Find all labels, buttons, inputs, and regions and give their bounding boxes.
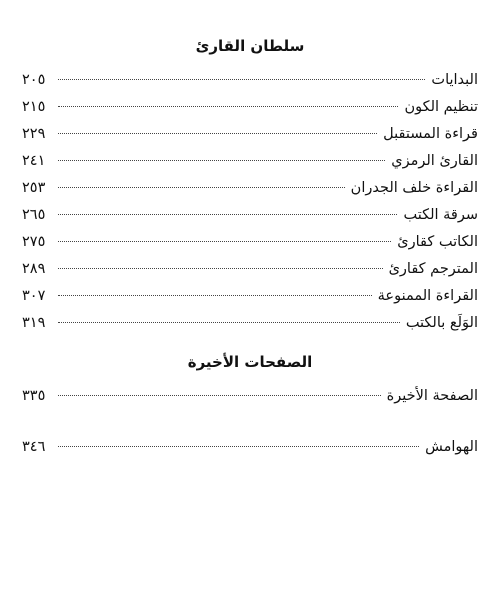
- toc-entry-ordering-the-universe: [22, 97, 478, 117]
- dot-leader: [58, 106, 398, 107]
- toc-entry-page-number: ٣١٩: [22, 315, 46, 331]
- toc-entry-reading-within-walls: [22, 178, 478, 198]
- dot-leader: [58, 133, 377, 134]
- toc-entry-symbolic-reader: [22, 151, 478, 171]
- section-title-sultan-al-qari: سلطان القارئ: [195, 37, 305, 55]
- toc-entry-label: قراءة المستقبل: [383, 126, 478, 142]
- toc-entry-page-number: ٣٣٥: [22, 388, 46, 404]
- toc-entry-label: المترجم كقارئ: [388, 261, 478, 277]
- toc-entry-label: الصفحة الأخيرة: [386, 388, 478, 404]
- toc-entry-author-as-reader: [22, 232, 478, 252]
- dot-leader: [58, 241, 391, 242]
- toc-entry-forbidden-reading: [22, 286, 478, 306]
- toc-entry-beginnings: [22, 70, 478, 90]
- toc-entry-page-number: ٢٤١: [22, 153, 46, 169]
- toc-entry-page-number: ٢١٥: [22, 99, 46, 115]
- section-title-endpapers: الصفحات الأخيرة: [187, 353, 313, 371]
- toc-entry-label: سرقة الكتب: [403, 207, 478, 223]
- dot-leader: [58, 214, 397, 215]
- dot-leader: [58, 322, 400, 323]
- toc-entry-label: الهوامش: [425, 439, 478, 455]
- toc-entry-page-number: ٣٤٦: [22, 439, 46, 455]
- toc-entry-label: القراءة خلف الجدران: [350, 180, 478, 196]
- toc-entry-page-number: ٢٦٥: [22, 207, 46, 223]
- dot-leader: [58, 295, 372, 296]
- toc-entry-page-number: ٢٨٩: [22, 261, 46, 277]
- toc-entry-endpaper: [22, 386, 478, 406]
- dot-leader: [58, 160, 385, 161]
- toc-entry-book-fool: [22, 313, 478, 333]
- toc-entry-notes: [22, 437, 478, 457]
- toc-entry-page-number: ٢٥٣: [22, 180, 46, 196]
- toc-entry-translator-as-reader: [22, 259, 478, 279]
- toc-entry-label: البدايات: [431, 72, 478, 88]
- toc-entry-page-number: ٢٢٩: [22, 126, 46, 142]
- toc-entry-reading-the-future: [22, 124, 478, 144]
- toc-entry-label: القارئ الرمزي: [391, 153, 478, 169]
- dot-leader: [58, 187, 345, 188]
- toc-entry-page-number: ٢٧٥: [22, 234, 46, 250]
- toc-entry-label: القراءة الممنوعة: [377, 288, 478, 304]
- toc-entry-stealing-books: [22, 205, 478, 225]
- toc-entry-page-number: ٢٠٥: [22, 72, 46, 88]
- dot-leader: [58, 395, 381, 396]
- toc-entry-label: تنظيم الكون: [404, 99, 478, 115]
- dot-leader: [58, 446, 419, 447]
- dot-leader: [58, 79, 425, 80]
- toc-entry-label: الوَلَع بالكتب: [405, 315, 478, 331]
- toc-entry-label: الكاتب كقارئ: [397, 234, 478, 250]
- dot-leader: [58, 268, 383, 269]
- toc-entry-page-number: ٣٠٧: [22, 288, 46, 304]
